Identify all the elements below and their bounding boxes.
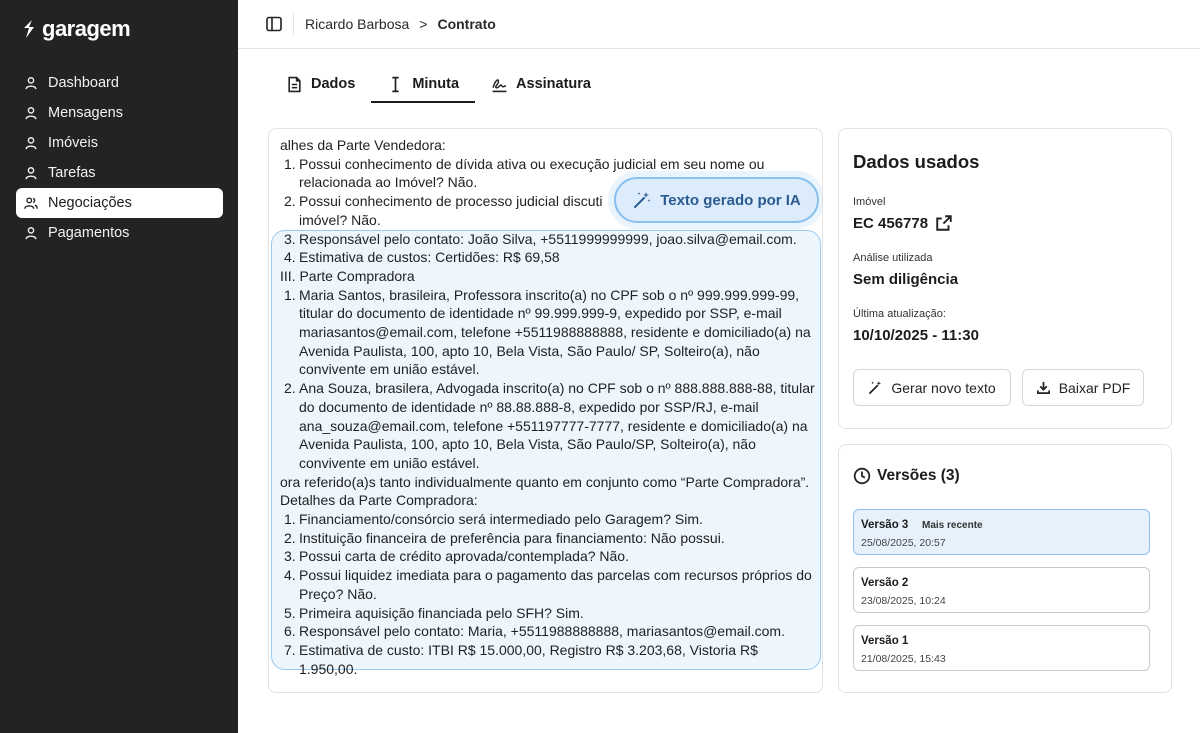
tab-label: Assinatura — [516, 76, 591, 92]
list-item: 2. Instituição financeira de preferência para financiamento: Não possui. — [284, 529, 725, 546]
draft-line: Detalhes da Parte Compradora: — [280, 492, 478, 509]
contract-tabs — [270, 66, 607, 103]
version-item-1[interactable] — [853, 625, 1150, 671]
latest-badge: Mais recente — [922, 520, 983, 531]
card-title: Dados usados — [853, 151, 980, 172]
file-icon — [286, 76, 303, 93]
versions-card — [838, 444, 1172, 693]
sidebar-item-label: Mensagens — [48, 105, 123, 121]
sidebar-item-imoveis[interactable] — [16, 128, 223, 158]
garagem-logo[interactable] — [20, 16, 130, 42]
updated-value: 10/10/2025 - 11:30 — [853, 327, 979, 344]
list-item: 5. Primeira aquisição financiada pelo SFH? Sim. — [284, 604, 584, 621]
used-data-card — [838, 128, 1172, 429]
sidebar-item-label: Tarefas — [48, 165, 96, 181]
version-date: 25/08/2025, 20:57 — [861, 537, 946, 549]
updated-label: Última atualização: — [853, 308, 946, 320]
header-divider — [293, 13, 294, 35]
sidebar-item-mensagens[interactable] — [16, 98, 223, 128]
sidebar-item-tarefas[interactable] — [16, 158, 223, 188]
list-item: 3. Possui carta de crédito aprovada/contemplada? Não. — [284, 548, 629, 565]
user-icon — [24, 106, 38, 120]
sidebar — [0, 0, 238, 733]
list-item: 1. Maria Santos, brasileira, Professora inscrito(a) no CPF sob o nº 999.999.999-99, titular do documento de identidade nº 99.999.999-9, expedido por SSP, e-mail mariasantos@email.com, telefone +5511988888888, residente e domiciliado(a) na Avenida Paulista, 100, apto 10, Bela Vista, São Paulo/ SP, Solteiro(a), não convivente em união estável. — [284, 286, 811, 378]
list-item: 4. Estimativa de custos: Certidões: R$ 69,58 — [284, 249, 560, 266]
tab-dados[interactable] — [270, 66, 371, 102]
user-icon — [24, 136, 38, 150]
sidebar-item-negociacoes[interactable] — [16, 188, 223, 218]
version-item-3[interactable] — [853, 509, 1150, 555]
tab-label: Minuta — [412, 76, 460, 92]
versions-title: Versões (3) — [853, 467, 960, 485]
sidebar-item-label: Dashboard — [48, 75, 119, 91]
list-item: 7. Estimativa de custo: ITBI R$ 15.000,00, Registro R$ 3.203,68, Vistoria R$ 1.950,00. — [284, 641, 758, 677]
magic-wand-icon — [632, 190, 652, 210]
sidebar-item-pagamentos[interactable] — [16, 218, 223, 248]
list-item: 4. Possui liquidez imediata para o pagamento das parcelas com recursos próprios do Preço? Não. — [284, 567, 812, 602]
magic-wand-icon — [868, 380, 883, 395]
users-icon — [24, 196, 38, 210]
tab-minuta[interactable] — [371, 66, 475, 102]
draft-line: ora referido(a)s tanto individualmente quanto em conjunto como “Parte Compradora”. — [280, 473, 810, 490]
tab-assinatura[interactable] — [475, 66, 607, 102]
button-label: Gerar novo texto — [891, 379, 996, 396]
button-label: Baixar PDF — [1058, 379, 1131, 396]
download-icon — [1036, 380, 1051, 395]
ai-generated-badge — [614, 177, 819, 223]
ai-badge-label: Texto gerado por IA — [660, 191, 801, 209]
list-item: 1. Financiamento/consórcio será intermediado pelo Garagem? Sim. — [284, 511, 703, 528]
property-value[interactable]: EC 456778 — [853, 214, 953, 232]
breadcrumb-parent[interactable]: Ricardo Barbosa — [305, 16, 410, 32]
sidebar-item-label: Imóveis — [48, 135, 98, 151]
sidebar-item-label: Pagamentos — [48, 225, 130, 241]
analysis-label: Análise utilizada — [853, 252, 933, 264]
logo-text: garagem — [42, 16, 131, 41]
breadcrumb-current: Contrato — [437, 16, 496, 32]
version-date: 23/08/2025, 10:24 — [861, 595, 946, 607]
tab-label: Dados — [311, 76, 356, 92]
sidebar-item-dashboard[interactable] — [16, 68, 223, 98]
garagem-logo-icon — [20, 18, 38, 40]
list-item: 6. Responsável pelo contato: Maria, +5511988888888, mariasantos@email.com. — [284, 623, 785, 640]
list-item: 2. Possui conhecimento de processo judicial discuti imóvel? Não. — [284, 193, 603, 228]
signature-icon — [491, 76, 508, 93]
user-icon — [24, 166, 38, 180]
breadcrumb-separator: > — [419, 16, 428, 32]
sidebar-toggle-icon[interactable] — [266, 16, 282, 32]
text-cursor-icon — [387, 76, 404, 93]
version-name: Versão 1 — [861, 635, 909, 647]
sidebar-nav — [16, 68, 223, 248]
generate-new-text-button[interactable] — [853, 369, 1011, 406]
sidebar-item-label: Negociações — [48, 195, 132, 211]
clock-icon — [853, 467, 871, 485]
breadcrumb — [305, 16, 496, 32]
user-icon — [24, 226, 38, 240]
top-header — [238, 0, 1200, 49]
draft-line: alhes da Parte Vendedora: — [280, 137, 446, 153]
analysis-value: Sem diligência — [853, 271, 959, 288]
version-name: Versão 3 — [861, 519, 909, 531]
list-item: 1. Possui conhecimento de dívida ativa ou execução judicial em seu nome ou relacionada ao Imóvel? Não. — [284, 155, 765, 191]
version-date: 21/08/2025, 15:43 — [861, 653, 946, 665]
download-pdf-button[interactable] — [1022, 369, 1144, 406]
version-item-2[interactable] — [853, 567, 1150, 613]
list-item: 3. Responsável pelo contato: João Silva, +5511999999999, joao.silva@email.com. — [284, 230, 797, 247]
user-icon — [24, 76, 38, 90]
list-item: 2. Ana Souza, brasilera, Advogada inscrito(a) no CPF sob o nº 888.888.888-88, titular do documento de identidade nº 88.88.888-8, expedido por SSP/RJ, e-mail ana_souza@email.com, telefone +551197777-7777, residente e domiciliado(a) na Avenida Paulista, 100, apto 10, Bela Vista, São Paulo/SP, Solteiro(a), não convivente em união estável. — [284, 380, 815, 471]
property-label: Imóvel — [853, 196, 886, 208]
version-name: Versão 2 — [861, 577, 909, 589]
external-link-icon[interactable] — [935, 214, 953, 232]
contract-draft[interactable] — [268, 128, 823, 693]
draft-line: III. Parte Compradora — [280, 267, 415, 284]
